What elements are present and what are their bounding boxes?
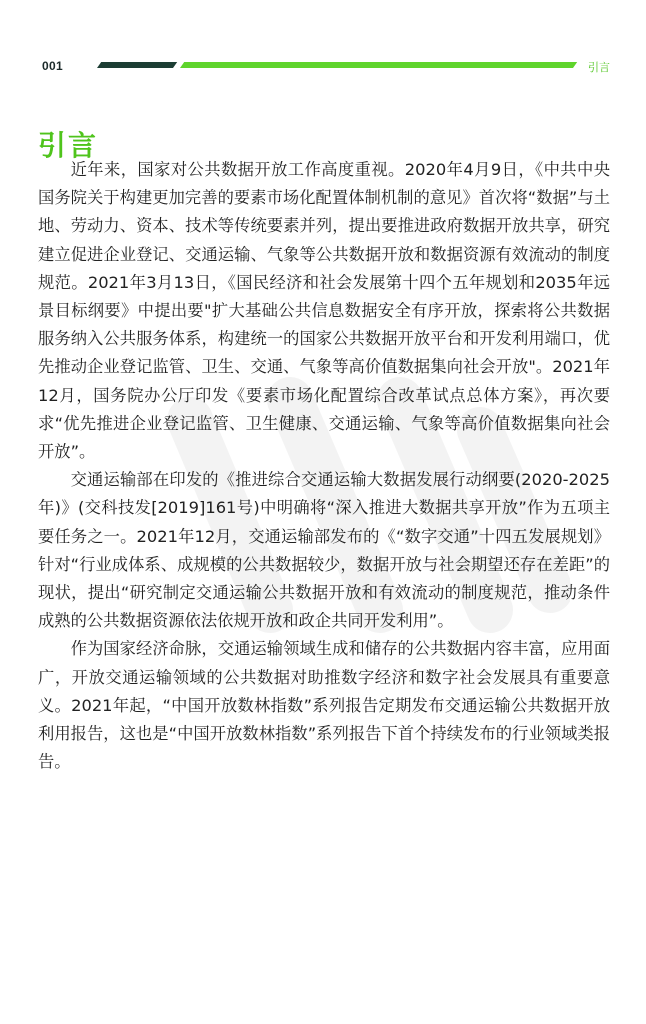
page-header [40,58,610,76]
paragraph-1: 近年来，国家对公共数据开放工作高度重视。2020年4月9日，《中共中央国务院关于构建更加完善的要素市场化配置体制机制的意见》首次将“数据”与土地、劳动力、资本、技术等传统要素并列，提出要推进政府数据开放共享，研究建立促进企业登记、交通运输、气象等公共数据开放和数据资源有效流动的制度规范。2021年3月13日，《国民经济和社会发展第十四个五年规划和2035年远景目标纲要》中提出要"扩大基础公共信息数据安全有序开放，探索将公共数据服务纳入公共服务体系，构建统一的国家公共数据开放平台和开发利用端口，优先推动企业登记监管、卫生、交通、气象等高价值数据集向社会开放"。2021年12月，国务院办公厅印发《要素市场化配置综合改革试点总体方案》，再次要求“优先推进企业登记监管、卫生健康、交通运输、气象等高价值数据集向社会开放”。 [38,160,610,462]
paragraph-2: 交通运输部在印发的《推进综合交通运输大数据发展行动纲要(2020-2025年)》(交科技发[2019]161号)中明确将“深入推进大数据共享开放”作为五项主要任务之一。2021年12月，交通运输部发布的《“数字交通”十四五发展规划》针对“行业成体系、成规模的公共数据较少，数据开放与社会期望还存在差距”的现状，提出“研究制定交通运输公共数据开放和有效流动的制度规范，推动条件成熟的公共数据资源依法依规开放和政企共同开发利用”。 [38,470,610,631]
page-number: 001 [42,59,63,73]
header-dark-bar [97,62,177,68]
section-label: 引言 [588,61,610,74]
header-green-bar [180,62,577,68]
page-title: 引言 [38,129,99,162]
paragraph-3: 作为国家经济命脉，交通运输领域生成和储存的公共数据内容丰富，应用面广，开放交通运输领域的公共数据对助推数字经济和数字社会发展具有重要意义。2021年起，“中国开放数林指数”系列报告定期发布交通运输公共数据开放利用报告，这也是“中国开放数林指数”系列报告下首个持续发布的行业领域类报告。 [38,639,610,772]
body-text [38,156,610,776]
